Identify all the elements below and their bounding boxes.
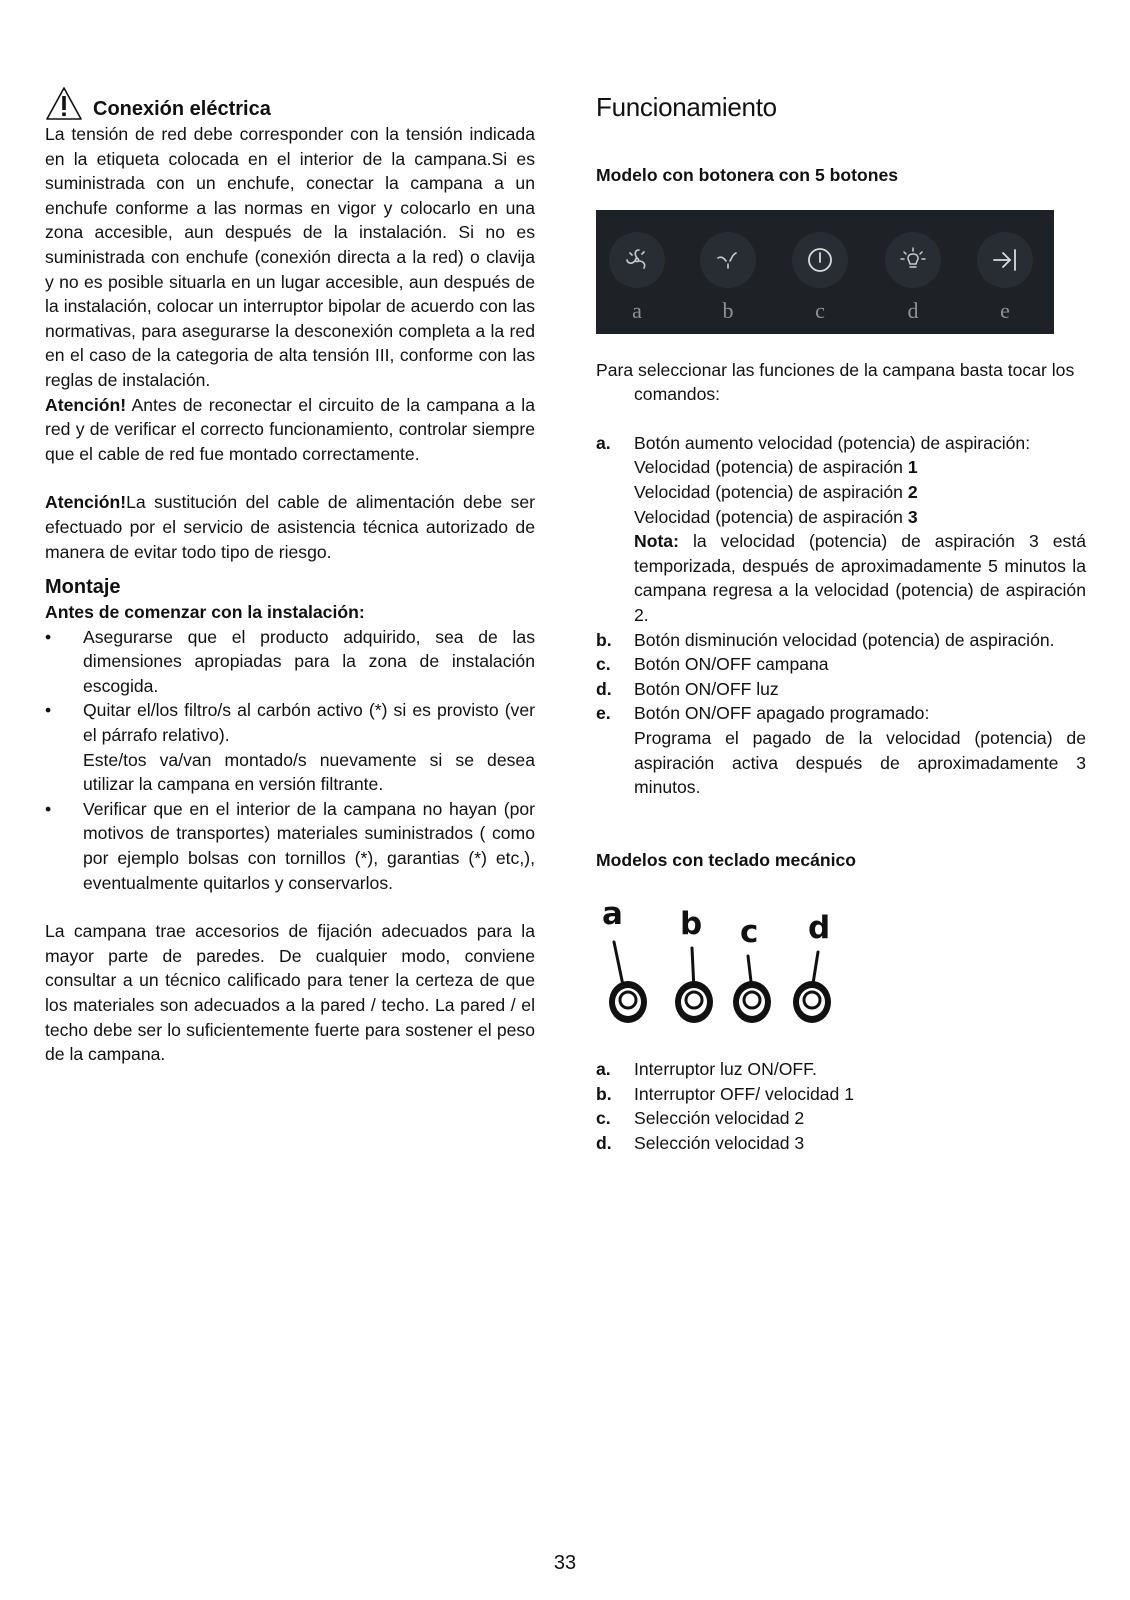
panel-label-d: d	[907, 297, 919, 323]
knob-c	[733, 981, 771, 1023]
list-item: d. Botón ON/OFF luz	[596, 678, 779, 699]
list-item: c. Selección velocidad 2	[596, 1108, 805, 1129]
list-item: • Verificar que en el interior de la campana no hayan (por motivos de transportes) materiales suministrados ( como por ejemplo bolsas con tornillos (*), garantias (*) etc,), eventualmente quitarlos y conservarlos.	[45, 797, 535, 895]
intro-paragraph: Para seleccionar las funciones de la campana basta tocar los comandos:	[596, 359, 1075, 405]
knob-label-a: a	[602, 896, 623, 933]
knob-label-d: d	[808, 910, 831, 947]
list-item: d. Selección velocidad 3	[596, 1133, 805, 1154]
timer-off-icon	[977, 232, 1033, 288]
speed-line: Velocidad (potencia) de aspiración 2	[634, 481, 918, 502]
speed-line: Velocidad (potencia) de aspiración 3	[634, 506, 918, 527]
panel-label-c: c	[815, 297, 825, 323]
electric-title: Conexión eléctrica	[93, 98, 271, 120]
knob-label-b: b	[680, 906, 703, 943]
montaje-bullet-list	[45, 625, 535, 896]
list-item: b. Interruptor OFF/ velocidad 1	[596, 1083, 855, 1104]
list-item: a. Interruptor luz ON/OFF.	[596, 1059, 817, 1080]
attention-paragraph-1: Atención! Antes de reconectar el circuito de la campana a la red y de verificar el correcto funcionamiento, controlar siempre que el cable de red fue montado correctamente.	[45, 394, 535, 464]
montaje-subtitle: Antes de comenzar con la instalación:	[45, 602, 365, 623]
right-column	[596, 78, 1086, 1156]
attention-paragraph-2: Atención!La sustitución del cable de alimentación debe ser efectuado por el servicio de asistencia técnica autorizado de manera de evitar todo tipo de riesgo.	[45, 492, 535, 562]
model1-title: Modelo con botonera con 5 botones	[596, 165, 899, 185]
attention-label: Atención!	[45, 492, 127, 513]
model2-title: Modelos con teclado mecánico	[596, 849, 857, 870]
mechanical-knobs-image	[596, 890, 856, 1030]
list-item: c. Botón ON/OFF campana	[596, 654, 829, 675]
knob-d	[793, 981, 831, 1023]
attention-label: Atención!	[45, 394, 127, 415]
list-item: a. Botón aumento velocidad (potencia) de aspiración: Velocidad (potencia) de aspiración 1 Velocidad (potencia) de aspiración 2 Velocidad (potencia) de aspiración 3 Nota: la velocidad (potencia) de aspiración 3 está temporizada, después de aproximadamente 5 minutos la campana regresa a la velocidad (potencia) de aspiración 2.	[596, 431, 1086, 628]
left-column	[45, 78, 535, 1067]
electric-heading	[45, 84, 535, 122]
page-number: 33	[553, 1552, 577, 1574]
list-item: • Asegurarse que el producto adquirido, sea de las dimensiones apropiadas para la zona de instalación escogida.	[45, 625, 535, 699]
knob-b	[675, 981, 713, 1023]
montaje-title: Montaje	[45, 576, 121, 599]
montaje-closing-paragraph: La campana trae accesorios de fijación adecuados para la mayor parte de paredes. De cualquier modo, conviene consultar a un técnico calificado para tener la certeza de que los materiales son adecuados a la pared / techo. La pared / el techo debe ser lo suficientemente fuerte para sostener el peso de la campana.	[45, 921, 535, 1065]
fan-speed-up-icon	[609, 232, 665, 288]
fan-speed-down-icon	[700, 232, 756, 288]
list-item: b. Botón disminución velocidad (potencia) de aspiración.	[596, 629, 1055, 650]
knob-label-c: c	[740, 914, 759, 951]
electric-paragraph: La tensión de red debe corresponder con la tensión indicada en la etiqueta colocada en el interior de la campana.Si es suministrada con un enchufe, conectar la campana a un enchufe conforme a las normas en vigor y colocarlo en una zona accesible, aun después de la instalación. Si no es suministrada con enchufe (conexión directa a la red) o clavija y no es posible situarla en un lugar accesible, aun después de la instalación, colocar un interruptor bipolar de acuerdo con las normativas, para asegurarse la desconexión completa a la red en el caso de la categoria de alta tensión III, conforme con las reglas de instalación.	[45, 124, 535, 390]
list-item: e. Botón ON/OFF apagado programado: Programa el pagado de la velocidad (potencia) de aspiración activa después de aproximadamente 3 minutos.	[596, 703, 1086, 798]
panel-label-b: b	[722, 297, 734, 323]
warning-icon	[45, 86, 83, 122]
note-paragraph: Nota: la velocidad (potencia) de aspiración 3 está temporizada, después de aproximadamente 5 minutos la campana regresa a la velocidad (potencia) de aspiración 2.	[634, 531, 1086, 625]
panel-label-a: a	[632, 297, 642, 323]
list-item: • Quitar el/los filtro/s al carbón activo (*) si es provisto (ver el párrafo relativo). Este/tos va/van montado/s nuevamente si se desea utilizar la campana en versión filtrante.	[45, 698, 535, 796]
control-panel-image	[596, 210, 1054, 334]
knob-a	[609, 981, 647, 1023]
panel-label-e: e	[1000, 297, 1010, 323]
funcionamiento-title: Funcionamiento	[596, 92, 777, 122]
light-bulb-icon	[885, 232, 941, 288]
speed-line: Velocidad (potencia) de aspiración 1	[634, 457, 918, 478]
power-icon	[792, 232, 848, 288]
